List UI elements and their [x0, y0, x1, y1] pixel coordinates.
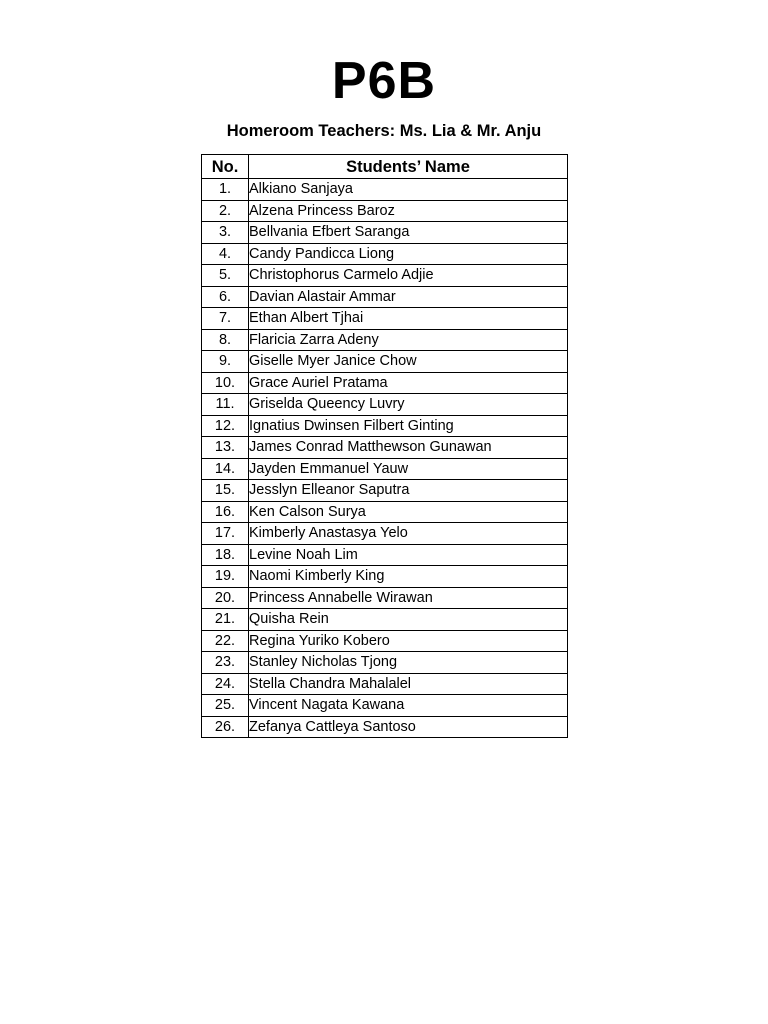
row-number: 14.	[202, 458, 249, 480]
table-row	[202, 437, 568, 459]
student-name: Regina Yuriko Kobero	[249, 630, 568, 652]
row-number: 25.	[202, 695, 249, 717]
student-name: Zefanya Cattleya Santoso	[249, 716, 568, 738]
student-name: Grace Auriel Pratama	[249, 372, 568, 394]
table-row	[202, 308, 568, 330]
table-row	[202, 179, 568, 201]
student-name: Jesslyn Elleanor Saputra	[249, 480, 568, 502]
table-row	[202, 480, 568, 502]
row-number: 16.	[202, 501, 249, 523]
table-row	[202, 372, 568, 394]
table-row	[202, 566, 568, 588]
table-row	[202, 286, 568, 308]
student-name: James Conrad Matthewson Gunawan	[249, 437, 568, 459]
row-number: 19.	[202, 566, 249, 588]
row-number: 23.	[202, 652, 249, 674]
student-name: Naomi Kimberly King	[249, 566, 568, 588]
student-name: Stanley Nicholas Tjong	[249, 652, 568, 674]
table-row	[202, 329, 568, 351]
student-name: Christophorus Carmelo Adjie	[249, 265, 568, 287]
row-number: 21.	[202, 609, 249, 631]
student-name: Alkiano Sanjaya	[249, 179, 568, 201]
student-name: Levine Noah Lim	[249, 544, 568, 566]
student-name: Ignatius Dwinsen Filbert Ginting	[249, 415, 568, 437]
table-row	[202, 415, 568, 437]
student-name: Stella Chandra Mahalalel	[249, 673, 568, 695]
student-name: Jayden Emmanuel Yauw	[249, 458, 568, 480]
student-name: Bellvania Efbert Saranga	[249, 222, 568, 244]
row-number: 17.	[202, 523, 249, 545]
table-row	[202, 544, 568, 566]
row-number: 5.	[202, 265, 249, 287]
homeroom-teachers: Homeroom Teachers: Ms. Lia & Mr. Anju	[226, 122, 542, 140]
row-number: 24.	[202, 673, 249, 695]
row-number: 12.	[202, 415, 249, 437]
table-row	[202, 200, 568, 222]
row-number: 20.	[202, 587, 249, 609]
table-row	[202, 501, 568, 523]
table-row	[202, 609, 568, 631]
table-row	[202, 695, 568, 717]
row-number: 13.	[202, 437, 249, 459]
student-name: Flaricia Zarra Adeny	[249, 329, 568, 351]
table-row	[202, 673, 568, 695]
table-row	[202, 587, 568, 609]
table-row	[202, 243, 568, 265]
table-row	[202, 630, 568, 652]
student-name: Alzena Princess Baroz	[249, 200, 568, 222]
student-name: Kimberly Anastasya Yelo	[249, 523, 568, 545]
table-row	[202, 265, 568, 287]
row-number: 1.	[202, 179, 249, 201]
row-number: 15.	[202, 480, 249, 502]
student-name: Ethan Albert Tjhai	[249, 308, 568, 330]
student-name: Quisha Rein	[249, 609, 568, 631]
row-number: 4.	[202, 243, 249, 265]
student-name: Davian Alastair Ammar	[249, 286, 568, 308]
row-number: 10.	[202, 372, 249, 394]
row-number: 8.	[202, 329, 249, 351]
row-number: 2.	[202, 200, 249, 222]
row-number: 22.	[202, 630, 249, 652]
row-number: 26.	[202, 716, 249, 738]
student-name: Princess Annabelle Wirawan	[249, 587, 568, 609]
student-name: Giselle Myer Janice Chow	[249, 351, 568, 373]
row-number: 3.	[202, 222, 249, 244]
column-header-name: Students’ Name	[249, 155, 568, 179]
table-row	[202, 652, 568, 674]
student-name: Griselda Queency Luvry	[249, 394, 568, 416]
student-name: Candy Pandicca Liong	[249, 243, 568, 265]
student-name: Ken Calson Surya	[249, 501, 568, 523]
table-row	[202, 394, 568, 416]
table-row	[202, 222, 568, 244]
table-row	[202, 351, 568, 373]
table-row	[202, 716, 568, 738]
class-title: P6B	[331, 52, 437, 110]
table-body	[202, 179, 568, 738]
row-number: 11.	[202, 394, 249, 416]
table-header-row	[202, 155, 568, 179]
student-name: Vincent Nagata Kawana	[249, 695, 568, 717]
table-row	[202, 458, 568, 480]
table-row	[202, 523, 568, 545]
row-number: 18.	[202, 544, 249, 566]
row-number: 7.	[202, 308, 249, 330]
row-number: 9.	[202, 351, 249, 373]
row-number: 6.	[202, 286, 249, 308]
student-roster-table	[201, 154, 568, 738]
column-header-number: No.	[202, 155, 249, 179]
